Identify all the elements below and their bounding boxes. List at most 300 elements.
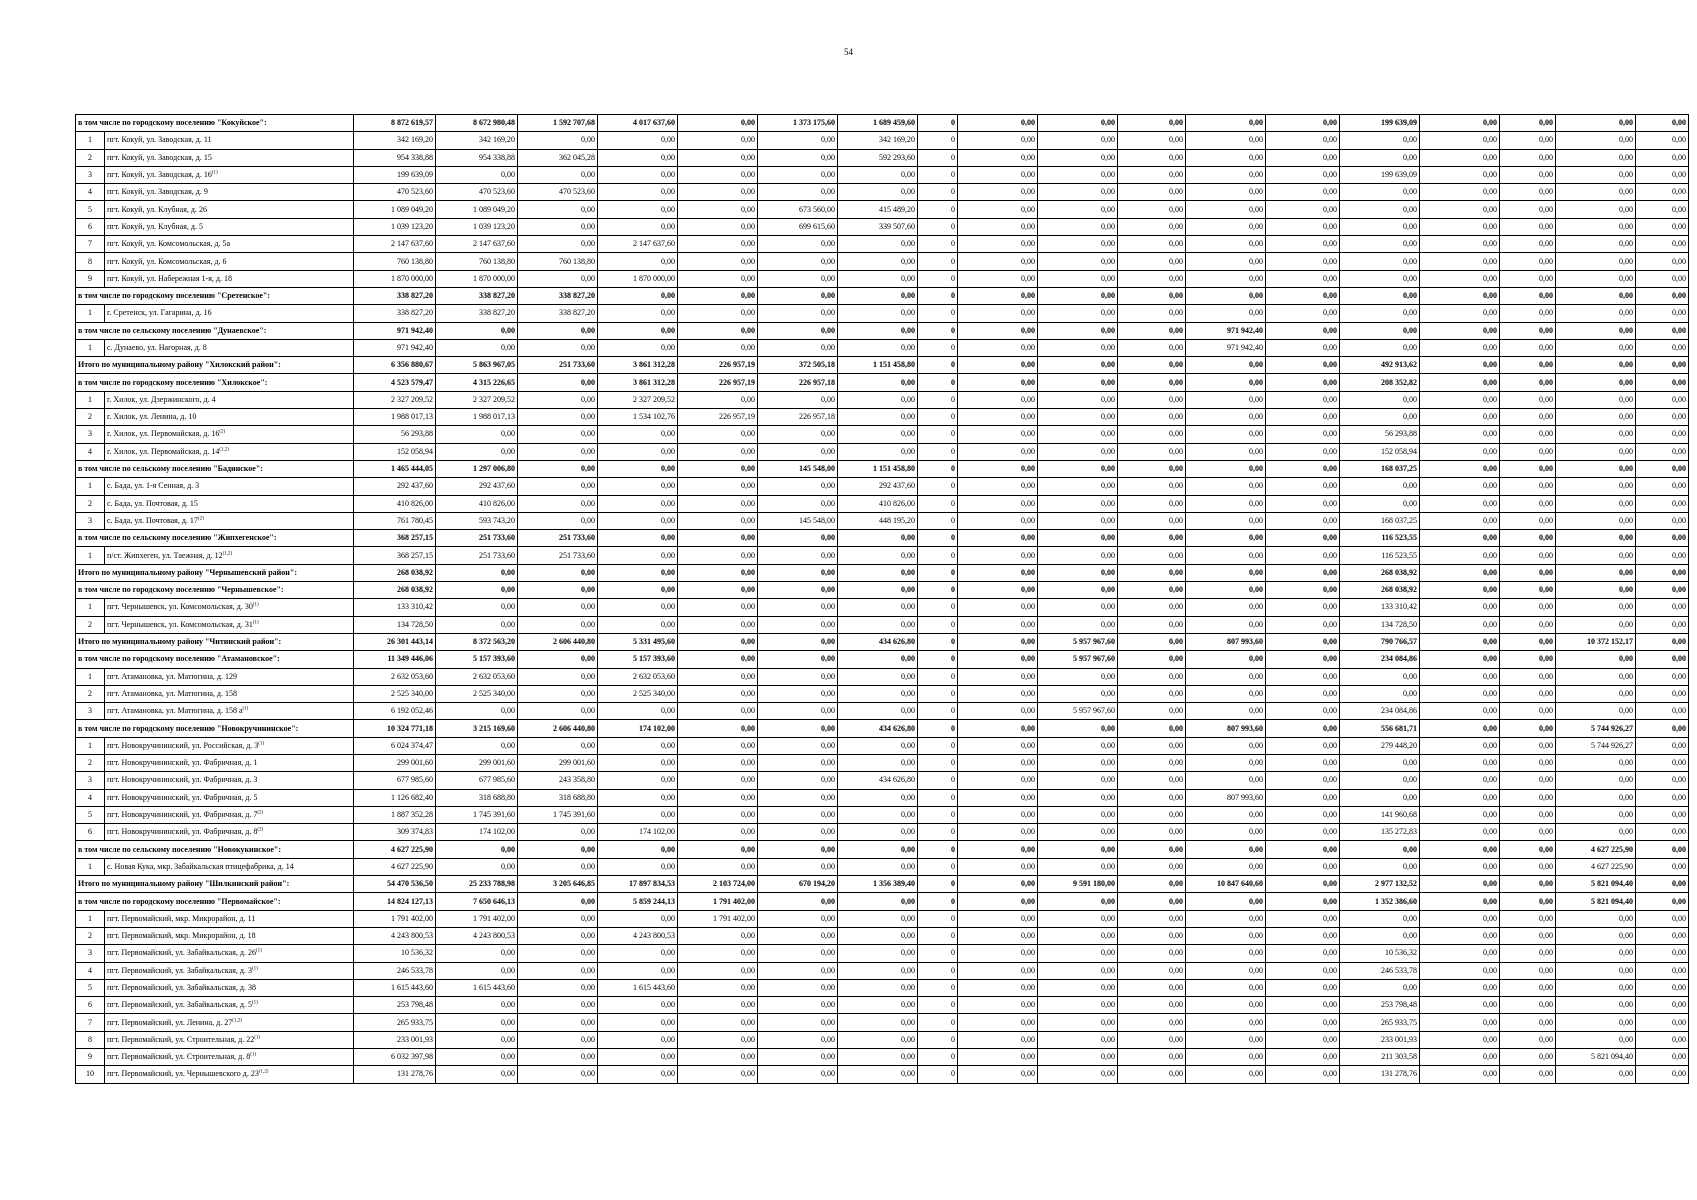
value-cell: 0 — [918, 357, 958, 374]
value-cell: 0,00 — [758, 703, 838, 720]
value-cell: 368 257,15 — [354, 547, 436, 564]
value-cell: 0,00 — [838, 391, 918, 408]
value-cell: 0,00 — [1500, 910, 1556, 927]
address-cell — [105, 166, 354, 183]
value-cell: 0,00 — [1636, 495, 1689, 512]
value-cell: 0,00 — [1556, 668, 1636, 685]
value-cell: 0,00 — [1556, 806, 1636, 823]
address-text: с. Бада, ул. Почтовая, д. 17 — [107, 515, 198, 525]
value-cell: 0,00 — [758, 841, 838, 858]
value-cell: 0,00 — [1340, 910, 1420, 927]
value-cell: 0,00 — [436, 426, 518, 443]
value-cell: 0 — [918, 512, 958, 529]
value-cell: 0,00 — [436, 564, 518, 581]
row-index: 7 — [76, 236, 105, 253]
row-index: 1 — [76, 910, 105, 927]
value-cell: 0,00 — [1186, 772, 1266, 789]
value-cell: 0,00 — [1420, 703, 1500, 720]
address-cell — [105, 685, 354, 702]
value-cell: 2 103 724,00 — [678, 876, 758, 893]
value-cell: 0,00 — [518, 512, 598, 529]
value-cell: 0 — [918, 391, 958, 408]
value-cell: 299 001,60 — [354, 754, 436, 771]
value-cell: 0,00 — [1636, 409, 1689, 426]
value-cell: 0 — [918, 876, 958, 893]
value-cell: 0,00 — [958, 997, 1038, 1014]
value-cell: 338 827,20 — [354, 287, 436, 304]
value-cell: 0,00 — [1038, 720, 1118, 737]
address-cell — [105, 1066, 354, 1083]
value-cell: 0,00 — [1186, 547, 1266, 564]
value-cell: 0,00 — [1556, 149, 1636, 166]
value-cell: 3 861 312,28 — [598, 357, 678, 374]
value-cell: 246 533,78 — [1340, 962, 1420, 979]
value-cell: 1 791 402,00 — [436, 910, 518, 927]
value-cell: 0,00 — [1420, 115, 1500, 132]
value-cell: 0,00 — [958, 391, 1038, 408]
value-cell: 0,00 — [958, 426, 1038, 443]
footnote-mark: (1,2) — [232, 1017, 242, 1023]
value-cell: 0,00 — [1186, 962, 1266, 979]
value-cell: 434 626,80 — [838, 772, 918, 789]
row-index: 3 — [76, 772, 105, 789]
footnote-mark: (2) — [257, 810, 264, 816]
value-cell: 265 933,75 — [354, 1014, 436, 1031]
row-index: 1 — [76, 737, 105, 754]
value-cell: 0,00 — [678, 530, 758, 547]
value-cell: 0,00 — [1118, 149, 1186, 166]
value-cell: 0,00 — [1118, 530, 1186, 547]
value-cell: 0,00 — [1556, 512, 1636, 529]
value-cell: 318 688,80 — [436, 789, 518, 806]
value-cell: 0 — [918, 754, 958, 771]
value-cell: 0,00 — [1038, 1031, 1118, 1048]
value-cell: 116 523,55 — [1340, 530, 1420, 547]
address-text: пгт. Первомайский, ул. Ленина, д. 27 — [107, 1017, 233, 1027]
table-body — [76, 115, 1689, 1084]
value-cell: 0,00 — [1038, 184, 1118, 201]
value-cell: 0,00 — [1420, 270, 1500, 287]
address-text: пгт. Новокручининский, ул. Фабричная, д. 3 — [107, 775, 258, 785]
value-cell: 0 — [918, 495, 958, 512]
value-cell: 0,00 — [1118, 979, 1186, 996]
footnote-mark: (1,2) — [219, 447, 229, 453]
value-cell: 0,00 — [1556, 530, 1636, 547]
value-cell: 0,00 — [598, 166, 678, 183]
value-cell: 0,00 — [598, 201, 678, 218]
row-index: 8 — [76, 1031, 105, 1048]
value-cell: 0,00 — [1340, 927, 1420, 944]
value-cell: 0,00 — [518, 824, 598, 841]
value-cell: 0,00 — [838, 184, 918, 201]
value-cell: 141 960,68 — [1340, 806, 1420, 823]
value-cell: 0,00 — [758, 893, 838, 910]
value-cell: 0,00 — [598, 616, 678, 633]
value-cell: 0,00 — [1500, 495, 1556, 512]
value-cell: 0,00 — [436, 599, 518, 616]
value-cell: 2 147 637,60 — [598, 236, 678, 253]
value-cell: 0,00 — [1266, 478, 1340, 495]
table-row — [76, 616, 1689, 633]
value-cell: 342 169,20 — [436, 132, 518, 149]
value-cell: 0,00 — [758, 668, 838, 685]
value-cell: 0,00 — [1636, 703, 1689, 720]
value-cell: 0 — [918, 824, 958, 841]
value-cell: 0,00 — [1500, 841, 1556, 858]
table-row — [76, 703, 1689, 720]
value-cell: 0,00 — [1556, 547, 1636, 564]
value-cell: 234 084,86 — [1340, 703, 1420, 720]
value-cell: 0,00 — [678, 460, 758, 477]
value-cell: 0,00 — [1556, 1014, 1636, 1031]
value-cell: 0,00 — [1556, 166, 1636, 183]
value-cell: 971 942,40 — [354, 322, 436, 339]
value-cell: 0,00 — [838, 339, 918, 356]
value-cell: 0,00 — [1420, 374, 1500, 391]
value-cell: 0,00 — [678, 720, 758, 737]
value-cell: 0,00 — [1556, 184, 1636, 201]
value-cell: 0,00 — [1118, 582, 1186, 599]
value-cell: 0,00 — [1636, 876, 1689, 893]
value-cell: 0,00 — [1186, 495, 1266, 512]
value-cell: 0,00 — [678, 979, 758, 996]
table-row — [76, 668, 1689, 685]
value-cell: 199 639,09 — [1340, 115, 1420, 132]
value-cell: 0,00 — [838, 668, 918, 685]
value-cell: 0,00 — [598, 754, 678, 771]
value-cell: 0,00 — [758, 1066, 838, 1083]
value-cell: 0,00 — [518, 582, 598, 599]
value-cell: 0,00 — [1636, 1049, 1689, 1066]
value-cell: 807 993,60 — [1186, 789, 1266, 806]
value-cell: 251 733,60 — [436, 530, 518, 547]
address-cell — [105, 149, 354, 166]
value-cell: 0,00 — [1500, 409, 1556, 426]
address-text: г. Сретенск, ул. Гагарина, д. 16 — [107, 308, 212, 318]
value-cell: 0,00 — [518, 1066, 598, 1083]
value-cell: 0,00 — [1420, 910, 1500, 927]
value-cell: 0 — [918, 547, 958, 564]
value-cell: 0,00 — [1420, 893, 1500, 910]
value-cell: 2 327 209,52 — [436, 391, 518, 408]
table-row — [76, 409, 1689, 426]
page-number: 54 — [844, 47, 853, 57]
value-cell: 0,00 — [1266, 391, 1340, 408]
value-cell: 0,00 — [518, 927, 598, 944]
value-cell: 0,00 — [518, 426, 598, 443]
value-cell: 1 592 707,68 — [518, 115, 598, 132]
value-cell: 0,00 — [1118, 599, 1186, 616]
value-cell: 0,00 — [1500, 1031, 1556, 1048]
value-cell: 0,00 — [958, 443, 1038, 460]
value-cell: 0,00 — [1118, 409, 1186, 426]
value-cell: 0,00 — [838, 893, 918, 910]
value-cell: 0,00 — [838, 530, 918, 547]
address-cell — [105, 426, 354, 443]
value-cell: 1 089 049,20 — [354, 201, 436, 218]
value-cell: 0,00 — [1556, 460, 1636, 477]
value-cell: 0,00 — [1266, 668, 1340, 685]
value-cell: 0,00 — [1038, 1066, 1118, 1083]
value-cell: 0,00 — [1556, 599, 1636, 616]
value-cell: 0,00 — [1118, 668, 1186, 685]
value-cell: 0,00 — [1038, 236, 1118, 253]
address-text: г. Хилок, ул. Первомайская, д. 14 — [107, 446, 220, 456]
value-cell: 0,00 — [1186, 564, 1266, 581]
value-cell: 0,00 — [958, 287, 1038, 304]
value-cell: 0,00 — [1340, 270, 1420, 287]
value-cell: 0,00 — [678, 478, 758, 495]
value-cell: 0,00 — [1038, 166, 1118, 183]
value-cell: 253 798,48 — [354, 997, 436, 1014]
value-cell: 8 872 619,57 — [354, 115, 436, 132]
value-cell: 0,00 — [1038, 322, 1118, 339]
subtotal-row — [76, 582, 1689, 599]
value-cell: 0,00 — [518, 218, 598, 235]
value-cell: 0,00 — [1118, 495, 1186, 512]
value-cell: 0,00 — [1500, 737, 1556, 754]
value-cell: 0,00 — [678, 703, 758, 720]
value-cell: 0,00 — [598, 218, 678, 235]
value-cell: 0,00 — [958, 253, 1038, 270]
value-cell: 279 448,20 — [1340, 737, 1420, 754]
value-cell: 0,00 — [678, 495, 758, 512]
value-cell: 0,00 — [598, 806, 678, 823]
value-cell: 0,00 — [1038, 478, 1118, 495]
value-cell: 2 632 053,60 — [354, 668, 436, 685]
address-cell — [105, 201, 354, 218]
subtotal-label: Итого по муниципальному району "Читинский район": — [76, 633, 354, 650]
value-cell: 0,00 — [598, 910, 678, 927]
value-cell: 434 626,80 — [838, 633, 918, 650]
value-cell: 0,00 — [958, 339, 1038, 356]
value-cell: 0 — [918, 149, 958, 166]
value-cell: 0,00 — [838, 841, 918, 858]
value-cell: 0,00 — [1500, 322, 1556, 339]
value-cell: 0,00 — [1420, 478, 1500, 495]
value-cell: 0 — [918, 115, 958, 132]
value-cell: 5 821 094,40 — [1556, 876, 1636, 893]
value-cell: 0,00 — [1186, 132, 1266, 149]
value-cell: 0,00 — [1118, 564, 1186, 581]
address-cell — [105, 599, 354, 616]
value-cell: 0,00 — [678, 997, 758, 1014]
value-cell: 0,00 — [1500, 582, 1556, 599]
row-index: 1 — [76, 599, 105, 616]
value-cell: 0,00 — [1500, 236, 1556, 253]
address-text: пгт. Атамановка, ул. Матюгина, д. 158 — [107, 688, 237, 698]
value-cell: 0,00 — [1038, 1014, 1118, 1031]
footnote-mark: (1) — [251, 1000, 258, 1006]
value-cell: 0,00 — [1556, 1031, 1636, 1048]
value-cell: 0 — [918, 287, 958, 304]
address-text: пгт. Первомайский, ул. Забайкальская, д. 38 — [107, 982, 256, 992]
value-cell: 0,00 — [1266, 149, 1340, 166]
subtotal-label: в том числе по городскому поселению "Кокуйское": — [76, 115, 354, 132]
value-cell: 0,00 — [1420, 616, 1500, 633]
value-cell: 0,00 — [598, 512, 678, 529]
value-cell: 0,00 — [1420, 322, 1500, 339]
value-cell: 0,00 — [1500, 564, 1556, 581]
value-cell: 0,00 — [1500, 115, 1556, 132]
row-index: 1 — [76, 478, 105, 495]
value-cell: 0,00 — [1186, 218, 1266, 235]
value-cell: 0,00 — [958, 322, 1038, 339]
value-cell: 0,00 — [1420, 997, 1500, 1014]
footnote-mark: (1) — [242, 706, 249, 712]
value-cell: 0,00 — [838, 582, 918, 599]
value-cell: 0,00 — [1636, 668, 1689, 685]
value-cell: 0,00 — [958, 495, 1038, 512]
value-cell: 0,00 — [1500, 893, 1556, 910]
value-cell: 0,00 — [518, 374, 598, 391]
value-cell: 1 151 458,80 — [838, 460, 918, 477]
value-cell: 0,00 — [518, 997, 598, 1014]
value-cell: 0,00 — [518, 685, 598, 702]
table-row — [76, 806, 1689, 823]
value-cell: 0,00 — [1556, 616, 1636, 633]
value-cell: 699 615,60 — [758, 218, 838, 235]
value-cell: 0,00 — [758, 253, 838, 270]
value-cell: 0,00 — [1266, 201, 1340, 218]
value-cell: 0,00 — [958, 824, 1038, 841]
value-cell: 415 489,20 — [838, 201, 918, 218]
value-cell: 4 017 637,60 — [598, 115, 678, 132]
value-cell: 1 870 000,00 — [354, 270, 436, 287]
value-cell: 0,00 — [1636, 305, 1689, 322]
value-cell: 0,00 — [1186, 1031, 1266, 1048]
value-cell: 5 157 393,60 — [598, 651, 678, 668]
value-cell: 0 — [918, 132, 958, 149]
value-cell: 0,00 — [1500, 374, 1556, 391]
value-cell: 0 — [918, 737, 958, 754]
value-cell: 0,00 — [1266, 184, 1340, 201]
address-text: пгт. Первомайский, ул. Чернышевского д. 23 — [107, 1069, 259, 1079]
value-cell: 0,00 — [598, 478, 678, 495]
address-text: г. Хилок, ул. Первомайская, д. 16 — [107, 429, 220, 439]
value-cell: 9 591 180,00 — [1038, 876, 1118, 893]
value-cell: 0,00 — [1420, 357, 1500, 374]
value-cell: 0,00 — [1038, 115, 1118, 132]
value-cell: 0,00 — [1038, 547, 1118, 564]
value-cell: 0,00 — [1636, 253, 1689, 270]
subtotal-row — [76, 841, 1689, 858]
value-cell: 2 327 209,52 — [354, 391, 436, 408]
value-cell: 0,00 — [1340, 339, 1420, 356]
table-row — [76, 824, 1689, 841]
value-cell: 0,00 — [1186, 409, 1266, 426]
value-cell: 0,00 — [1186, 305, 1266, 322]
value-cell: 0 — [918, 789, 958, 806]
value-cell: 0,00 — [758, 806, 838, 823]
value-cell: 0,00 — [1420, 530, 1500, 547]
value-cell: 0,00 — [518, 391, 598, 408]
value-cell: 1 791 402,00 — [354, 910, 436, 927]
value-cell: 0,00 — [838, 997, 918, 1014]
value-cell: 0,00 — [1556, 132, 1636, 149]
value-cell: 673 560,00 — [758, 201, 838, 218]
row-index: 3 — [76, 166, 105, 183]
value-cell: 0,00 — [758, 772, 838, 789]
value-cell: 0,00 — [1420, 166, 1500, 183]
value-cell: 0,00 — [1038, 927, 1118, 944]
value-cell: 0 — [918, 218, 958, 235]
value-cell: 0,00 — [1340, 218, 1420, 235]
value-cell: 0,00 — [1186, 754, 1266, 771]
value-cell: 434 626,80 — [838, 720, 918, 737]
value-cell: 0,00 — [1186, 374, 1266, 391]
table-row — [76, 253, 1689, 270]
subtotal-label: в том числе по сельскому поселению "Новокукинское": — [76, 841, 354, 858]
address-cell — [105, 478, 354, 495]
address-text: пгт. Кокуй, ул. Клубная, д. 26 — [107, 204, 207, 214]
value-cell: 0,00 — [436, 962, 518, 979]
value-cell: 0,00 — [1118, 253, 1186, 270]
value-cell: 0,00 — [1118, 478, 1186, 495]
value-cell: 0,00 — [678, 339, 758, 356]
value-cell: 0,00 — [1500, 357, 1556, 374]
value-cell: 0,00 — [678, 322, 758, 339]
value-cell: 1 352 386,60 — [1340, 893, 1420, 910]
value-cell: 0,00 — [598, 1031, 678, 1048]
value-cell: 0,00 — [758, 633, 838, 650]
value-cell: 5 957 967,60 — [1038, 703, 1118, 720]
value-cell: 2 632 053,60 — [436, 668, 518, 685]
value-cell: 0,00 — [678, 1066, 758, 1083]
table-row — [76, 685, 1689, 702]
value-cell: 0 — [918, 841, 958, 858]
value-cell: 0,00 — [1420, 633, 1500, 650]
value-cell: 0,00 — [1556, 754, 1636, 771]
value-cell: 2 525 340,00 — [436, 685, 518, 702]
value-cell: 0,00 — [1038, 1049, 1118, 1066]
table-row — [76, 737, 1689, 754]
address-cell — [105, 1031, 354, 1048]
value-cell: 0,00 — [1186, 893, 1266, 910]
value-cell: 0,00 — [1636, 478, 1689, 495]
value-cell: 0,00 — [1636, 616, 1689, 633]
address-text: пгт. Чернышевск, ул. Комсомольская, д. 30 — [107, 602, 253, 612]
subtotal-row — [76, 893, 1689, 910]
value-cell: 0,00 — [958, 184, 1038, 201]
value-cell: 0 — [918, 184, 958, 201]
value-cell: 0,00 — [1636, 599, 1689, 616]
value-cell: 0,00 — [1266, 962, 1340, 979]
row-index: 8 — [76, 253, 105, 270]
address-text: пгт. Атамановка, ул. Матюгина, д. 158 а — [107, 706, 243, 716]
value-cell: 0,00 — [1186, 1014, 1266, 1031]
value-cell: 0,00 — [1118, 391, 1186, 408]
value-cell: 368 257,15 — [354, 530, 436, 547]
value-cell: 761 780,45 — [354, 512, 436, 529]
value-cell: 0,00 — [758, 858, 838, 875]
value-cell: 292 437,60 — [436, 478, 518, 495]
value-cell: 556 681,71 — [1340, 720, 1420, 737]
value-cell: 0,00 — [1556, 945, 1636, 962]
value-cell: 0,00 — [958, 218, 1038, 235]
value-cell: 2 632 053,60 — [598, 668, 678, 685]
value-cell: 0,00 — [678, 547, 758, 564]
value-cell: 0,00 — [598, 858, 678, 875]
value-cell: 0,00 — [1420, 443, 1500, 460]
value-cell: 0,00 — [1266, 1031, 1340, 1048]
value-cell: 0,00 — [1038, 824, 1118, 841]
value-cell: 0,00 — [1500, 876, 1556, 893]
value-cell: 0,00 — [678, 1049, 758, 1066]
value-cell: 0,00 — [1636, 166, 1689, 183]
value-cell: 0,00 — [958, 512, 1038, 529]
value-cell: 0,00 — [1038, 858, 1118, 875]
